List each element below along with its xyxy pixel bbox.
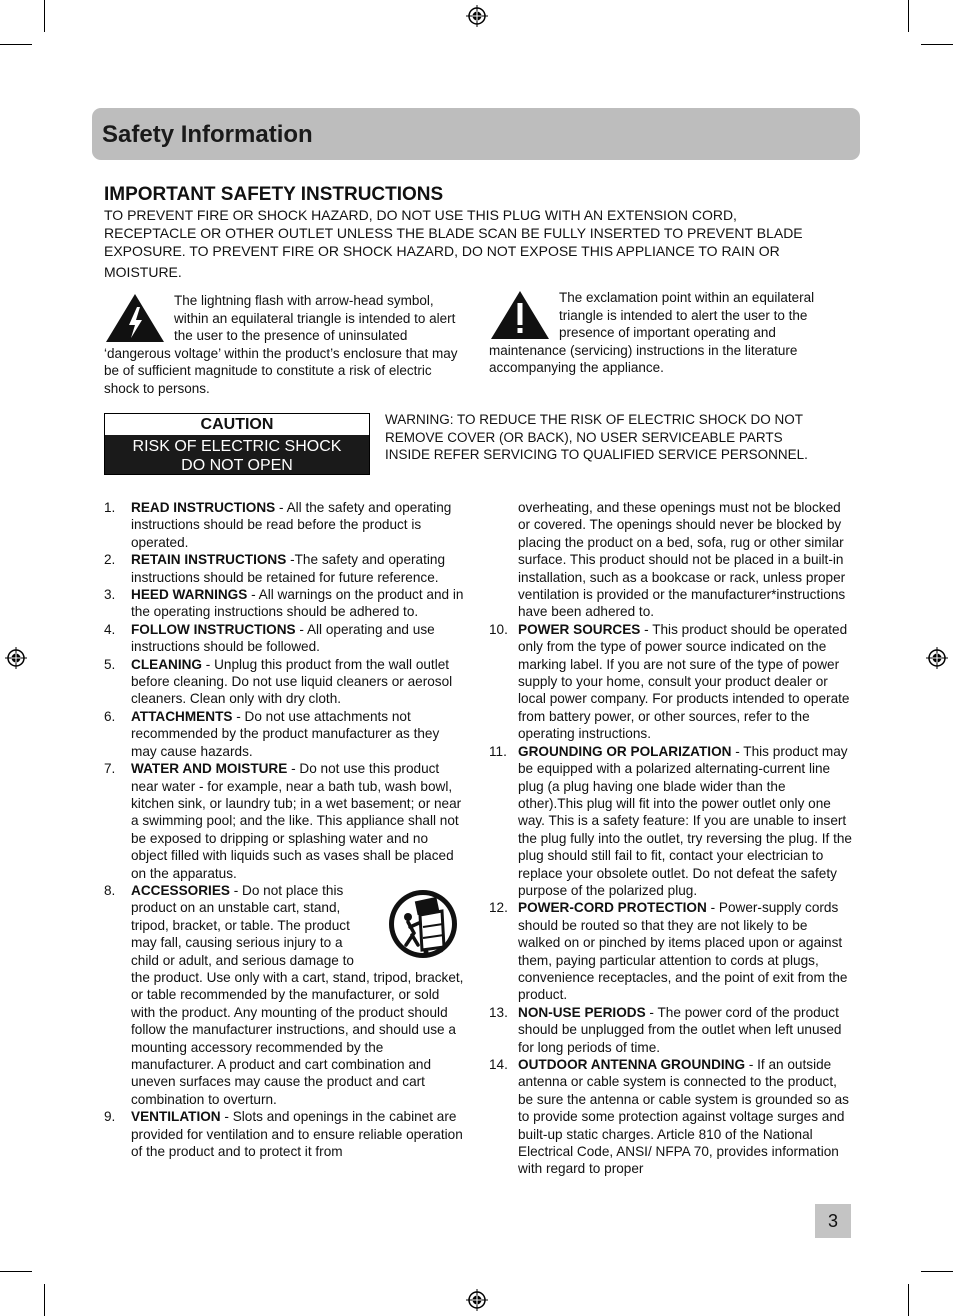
item-title: ACCESSORIES	[131, 882, 230, 898]
item-number: 13.	[489, 1004, 508, 1020]
instruction-item	[104, 882, 466, 1108]
item-text: - Do not place this product on an unstable cart, stand, tripod, bracket, or table. The product may fall, causing serious injury to a child or adult, and serious damage to the product. Use only with a cart, stand, tripod, bracket, or table recommended by the manufacturer, or sold with the product. Any mounting of the product should follow the manufacturer instructions, and should use a mounting accessory recommended by the manufacturer. A product and cart combination and uneven surfaces may cause the product and cart combination to overturn.	[131, 882, 464, 1107]
item-title: CLEANING	[131, 656, 202, 672]
item-number: 8.	[104, 882, 116, 898]
item-text: - This product should be operated only from the type of power source indicated on the marking label. If you are not sure of the type of power supply to your home, consult your product dealer or local power company. For products intended to operate from battery power, or other sources, refer to the operating instructions.	[518, 621, 850, 742]
cart-tip-over-icon	[386, 887, 460, 961]
item-number: 6.	[104, 708, 116, 724]
section-header-bar	[92, 108, 860, 160]
instruction-item	[104, 551, 466, 586]
caution-message	[105, 435, 369, 474]
item-number: 1.	[104, 500, 116, 515]
item-number: 10.	[489, 621, 508, 637]
exclamation-description: The exclamation point within an equilateral triangle is intended to alert the user to the presence of important operating and maintenance (servicing) instructions in the literature accompanying the appliance.	[489, 290, 815, 376]
important-line: EXPOSURE. TO PREVENT FIRE OR SHOCK HAZARD, DO NOT EXPOSE THIS APPLIANCE TO RAIN OR	[104, 243, 780, 259]
item-text: - This product may be equipped with a polarized alternating-current line plug (a plug having one blade wider than the other).This plug will fit into the power outlet only one way. This is a safety feature: If you are unable to insert the plug fully into the outlet, try reversing the plug. If the plug should still fail to fit, contact your electrician to replace your obsolete outlet. Do not defeat the safety purpose of the polarized plug.	[518, 743, 852, 898]
item-number: 11.	[489, 743, 507, 759]
item-number: 5.	[104, 656, 116, 672]
item-title: ATTACHMENTS	[131, 708, 233, 724]
item-number: 14.	[489, 1057, 508, 1072]
registration-mark-icon	[466, 5, 488, 27]
item-text: - Unplug this product from the wall outlet before cleaning. Do not use liquid cleaners or aerosol cleaners. Clean only with dry cloth.	[131, 656, 453, 707]
section-title: Safety Information	[102, 121, 313, 148]
item-title: RETAIN INSTRUCTIONS	[131, 552, 287, 568]
lightning-triangle-icon	[104, 292, 166, 344]
item-title: POWER SOURCES	[518, 621, 641, 637]
item-text: - Do not use attachments not recommended by the product manufacturer as they may cause hazards.	[131, 708, 440, 759]
warning-line: REMOVE COVER (OR BACK), NO USER SERVICEABLE PARTS	[385, 429, 783, 445]
item-text: - All operating and use instructions should be followed.	[131, 621, 435, 655]
registration-mark-icon	[926, 647, 948, 669]
crop-mark	[44, 1284, 45, 1316]
instruction-item	[104, 656, 466, 708]
instruction-item	[489, 1056, 853, 1178]
instructions-column-left	[104, 499, 466, 1160]
important-line: TO PREVENT FIRE OR SHOCK HAZARD, DO NOT USE THIS PLUG WITH AN EXTENSION CORD,	[104, 207, 737, 223]
instruction-item	[489, 621, 853, 743]
item-title: HEED WARNINGS	[131, 587, 248, 603]
instruction-item	[104, 586, 466, 621]
item-text: - Do not use this product near water - for example, near a bath tub, wash bowl, kitchen sink, or laundry tub; in a wet basement; or near a swimming pool; and the like. This appliance shall not be exposed to dripping or splashing water and no object filled with liquids such as vases shall be placed on the apparatus.	[131, 761, 462, 881]
item-text: - If an outside antenna or cable system is connected to the product, be sure the antenna or cable system is grounded so as to provide some protection against voltage surges and built-up static charges. Article 810 of the National Electrical Code, ANSI/ NFPA 70, provides information with regard to proper	[518, 1057, 849, 1177]
item-text: - Power-supply cords should be routed so that they are not likely to be walked on or pinched by items placed upon or against them, paying particular attention to cords at plugs, convenience receptacles, and the point of exit from the product.	[518, 900, 848, 1003]
crop-mark	[0, 1271, 32, 1272]
lightning-symbol-block	[104, 292, 464, 398]
crop-mark	[908, 1284, 909, 1316]
item-title: VENTILATION	[131, 1109, 221, 1125]
warning-line: INSIDE REFER SERVICING TO QUALIFIED SERVICE PERSONNEL.	[385, 447, 808, 463]
instruction-item	[104, 621, 466, 656]
item-title: FOLLOW INSTRUCTIONS	[131, 621, 296, 637]
registration-mark-icon	[5, 647, 27, 669]
crop-mark	[908, 0, 909, 32]
caution-label	[104, 413, 370, 475]
crop-mark	[0, 44, 32, 45]
item-number: 3.	[104, 587, 116, 603]
important-paragraph	[104, 206, 834, 281]
item-title: NON-USE PERIODS	[518, 1004, 646, 1020]
instructions-column-right	[489, 499, 853, 1178]
caution-title: CAUTION	[105, 414, 369, 435]
instruction-item	[104, 499, 466, 551]
instruction-item	[489, 743, 853, 900]
instruction-item	[489, 1004, 853, 1056]
item-number: 2.	[104, 552, 116, 568]
crop-mark	[921, 44, 953, 45]
ventilation-continued: overheating, and these openings must not be blocked or covered. The openings should never be blocked by placing the product on a bed, sofa, rug or other similar surface. This product should not be placed in a built-in installation, such as a bookcase or rack, unless proper ventilation is provided or the manufacturer*instructions have been adhered to.	[518, 500, 846, 620]
caution-line: RISK OF ELECTRIC SHOCK	[132, 438, 342, 455]
instruction-item	[104, 708, 466, 760]
item-title: OUTDOOR ANTENNA GROUNDING	[518, 1057, 746, 1072]
instruction-item	[104, 1108, 466, 1160]
warning-paragraph	[385, 411, 855, 464]
crop-mark	[44, 0, 45, 32]
item-title: POWER-CORD PROTECTION	[518, 900, 707, 916]
lightning-description: The lightning flash with arrow-head symbol, within an equilateral triangle is intended to alert the user to the presence of uninsulated ‘dangerous voltage’ within the product’s enclosure that may be of sufficient magnitude to constitute a risk of electric shock to persons.	[104, 293, 458, 396]
important-heading: IMPORTANT SAFETY INSTRUCTIONS	[104, 184, 444, 205]
page-number: 3	[815, 1204, 851, 1238]
item-title: WATER AND MOISTURE	[131, 761, 288, 777]
item-text: - The power cord of the product should be unplugged from the outlet when left unused for long periods of time.	[518, 1004, 842, 1055]
item-text: -The safety and operating instructions should be retained for future reference.	[131, 552, 446, 585]
item-number: 12.	[489, 900, 508, 916]
item-title: READ INSTRUCTIONS	[131, 500, 276, 515]
item-text: - All warnings on the product and in the operating instructions should be adhered to.	[131, 587, 464, 620]
instruction-item	[489, 899, 853, 1003]
crop-mark	[921, 1271, 953, 1272]
registration-mark-icon	[466, 1289, 488, 1311]
item-text: - Slots and openings in the cabinet are provided for ventilation and to ensure reliable operation of the product and to protect it from	[131, 1109, 463, 1160]
instruction-item	[104, 760, 466, 882]
warning-line: WARNING: TO REDUCE THE RISK OF ELECTRIC SHOCK DO NOT	[385, 412, 804, 427]
caution-line: DO NOT OPEN	[181, 457, 293, 474]
important-line: RECEPTACLE OR OTHER OUTLET UNLESS THE BLADE SCAN BE FULLY INSERTED TO PREVENT BLADE	[104, 225, 803, 241]
item-number: 7.	[104, 761, 116, 777]
item-number: 4.	[104, 621, 116, 637]
item-text: - All the safety and operating instructions should be read before the product is operated.	[131, 500, 452, 550]
important-line: MOISTURE.	[104, 264, 182, 280]
exclamation-triangle-icon	[489, 289, 551, 341]
exclamation-symbol-block	[489, 289, 849, 377]
item-title: GROUNDING OR POLARIZATION	[518, 743, 732, 759]
item-number: 9.	[104, 1109, 116, 1125]
